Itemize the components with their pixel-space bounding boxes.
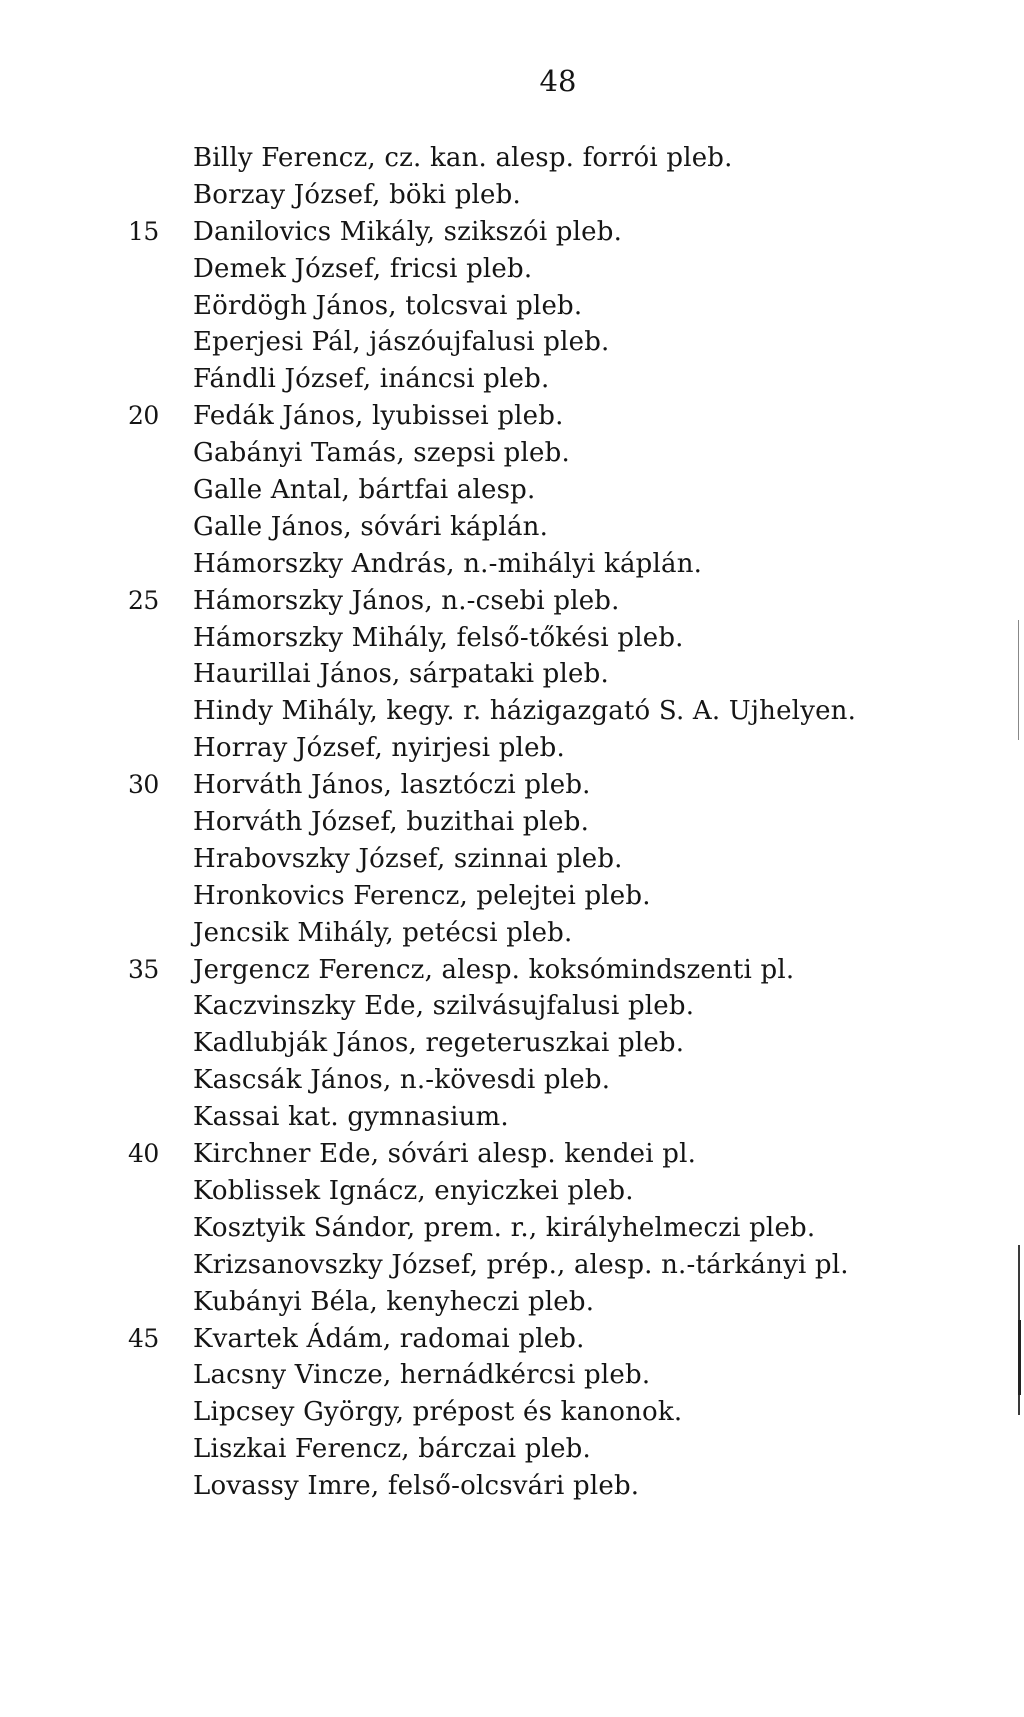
page-edge-shadow	[1018, 620, 1019, 740]
entry-text: Borzay József, böki pleb.	[193, 179, 521, 210]
list-item	[0, 804, 1024, 841]
list-item	[0, 472, 1024, 509]
list-item	[0, 324, 1024, 361]
entry-text: Kascsák János, n.-kövesdi pleb.	[193, 1065, 611, 1096]
list-item	[0, 177, 1024, 214]
list-item	[0, 767, 1024, 804]
entry-text: Horváth János, lasztóczi pleb.	[193, 770, 591, 801]
entry-text: Haurillai János, sárpataki pleb.	[193, 659, 609, 690]
list-item	[0, 1247, 1024, 1284]
entry-text: Kadlubják János, regeteruszkai pleb.	[193, 1028, 685, 1059]
entry-text: Lipcsey György, prépost és kanonok.	[193, 1397, 683, 1428]
entry-number: 40	[128, 1139, 159, 1169]
list-item	[0, 1099, 1024, 1136]
list-item	[0, 251, 1024, 288]
list-item	[0, 878, 1024, 915]
entry-text: Hrabovszky József, szinnai pleb.	[193, 843, 623, 874]
entry-text: Kvartek Ádám, radomai pleb.	[193, 1323, 585, 1354]
list-item	[0, 398, 1024, 435]
list-item	[0, 1431, 1024, 1468]
list-item	[0, 361, 1024, 398]
entry-text: Galle János, sóvári káplán.	[193, 511, 549, 542]
list-item	[0, 435, 1024, 472]
entry-text: Billy Ferencz, cz. kan. alesp. forrói pleb.	[193, 143, 733, 173]
entry-text: Jencsik Mihály, petécsi pleb.	[193, 917, 573, 948]
entry-text: Demek József, fricsi pleb.	[193, 253, 533, 284]
list-item	[0, 1210, 1024, 1247]
entry-text: Horray József, nyirjesi pleb.	[193, 733, 565, 764]
entry-number: 45	[128, 1323, 159, 1353]
entry-text: Eperjesi Pál, jászóujfalusi pleb.	[193, 327, 610, 358]
list-item	[0, 656, 1024, 693]
entry-text: Hámorszky András, n.-mihályi káplán.	[193, 548, 703, 579]
list-item	[0, 546, 1024, 583]
entry-number: 20	[128, 401, 159, 431]
entry-text: Gabányi Tamás, szepsi pleb.	[193, 438, 570, 469]
list-item	[0, 952, 1024, 989]
list-item	[0, 288, 1024, 325]
entry-text: Eördögh János, tolcsvai pleb.	[193, 290, 583, 321]
list-item	[0, 1173, 1024, 1210]
list-item	[0, 1321, 1024, 1358]
list-item	[0, 620, 1024, 657]
entry-text: Kirchner Ede, sóvári alesp. kendei pl.	[193, 1139, 697, 1170]
entry-text: Fándli József, ináncsi pleb.	[193, 364, 550, 395]
list-item	[0, 915, 1024, 952]
entry-text: Kosztyik Sándor, prem. r., királyhelmeczi pleb.	[193, 1212, 816, 1243]
list-item	[0, 1468, 1024, 1505]
entry-text: Liszkai Ferencz, bárczai pleb.	[193, 1434, 591, 1465]
name-list	[0, 140, 1024, 1505]
entry-text: Koblissek Ignácz, enyiczkei pleb.	[193, 1175, 634, 1206]
list-item	[0, 583, 1024, 620]
list-item	[0, 730, 1024, 767]
entry-text: Galle Antal, bártfai alesp.	[193, 475, 536, 506]
list-item	[0, 1136, 1024, 1173]
list-item	[0, 1062, 1024, 1099]
entry-text: Horváth József, buzithai pleb.	[193, 807, 590, 838]
entry-number: 30	[128, 770, 159, 800]
entry-number: 25	[128, 585, 159, 615]
entry-text: Kaczvinszky Ede, szilvásujfalusi pleb.	[193, 991, 695, 1022]
list-item	[0, 988, 1024, 1025]
entry-text: Lacsny Vincze, hernádkércsi pleb.	[193, 1360, 651, 1391]
list-item	[0, 1284, 1024, 1321]
entry-text: Krizsanovszky József, prép., alesp. n.-tárkányi pl.	[193, 1249, 849, 1280]
list-item	[0, 214, 1024, 251]
entry-text: Kassai kat. gymnasium.	[193, 1102, 509, 1133]
entry-text: Jergencz Ferencz, alesp. koksómindszenti pl.	[193, 954, 795, 985]
page-number: 48	[539, 64, 577, 98]
entry-number: 15	[128, 216, 159, 246]
list-item	[0, 1394, 1024, 1431]
page-edge-shadow	[1018, 1320, 1021, 1395]
list-item	[0, 1025, 1024, 1062]
entry-text: Fedák János, lyubissei pleb.	[193, 401, 564, 432]
entry-number: 35	[128, 954, 159, 984]
list-item	[0, 841, 1024, 878]
list-item	[0, 140, 1024, 177]
list-item	[0, 1357, 1024, 1394]
entry-text: Hámorszky Mihály, felső-tőkési pleb.	[193, 622, 684, 653]
entry-text: Danilovics Mikály, szikszói pleb.	[193, 216, 623, 247]
entry-text: Kubányi Béla, kenyheczi pleb.	[193, 1286, 595, 1317]
entry-text: Hámorszky János, n.-csebi pleb.	[193, 585, 620, 616]
entry-text: Hronkovics Ferencz, pelejtei pleb.	[193, 880, 651, 911]
entry-text: Hindy Mihály, kegy. r. házigazgató S. A. Ujhelyen.	[193, 696, 857, 727]
entry-text: Lovassy Imre, felső-olcsvári pleb.	[193, 1471, 640, 1502]
list-item	[0, 693, 1024, 730]
list-item	[0, 509, 1024, 546]
